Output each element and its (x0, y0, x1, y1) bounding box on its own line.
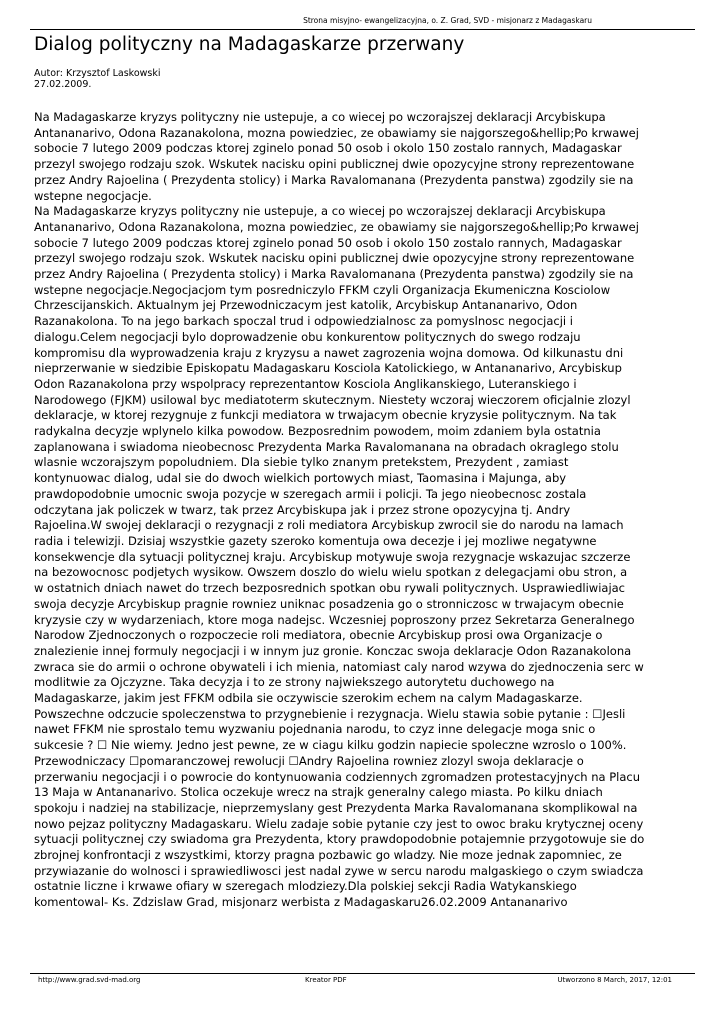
body-line: Narodowego (FJKM) usilowal byc mediatoterm skutecznym. Niestety wczoraj wieczorem oficjalnie zlozyl (34, 392, 631, 407)
article-meta (34, 68, 161, 90)
body-line: prawdopodobnie umocnic swoja pozycje w szeregach armii i policji. Ta jego nieobecnosc zostala (34, 486, 587, 501)
page-footer (0, 970, 725, 990)
body-line: wstepne negocjacje.Negocjacjom tym posredniczylo FFKM czyli Organizacja Ekumeniczna Kosciolow (34, 282, 611, 297)
body-line: Madagaskarze, jakim jest FFKM odbila sie oczywiscie szerokim echem na calym Madagaskarze. (34, 691, 583, 706)
body-line: nawet FFKM nie sprostalo temu wyzwaniu pojednania narodu, to czyz inne delegacje moga snic o (34, 722, 596, 737)
article-date: 27.02.2009. (34, 79, 92, 90)
body-line: przezyl swojego rodzaju szok. Wskutek nacisku opini publicznej dwie opozycyjne strony reprezentowane (34, 251, 635, 266)
body-line: kompromisu dla wyprowadzenia kraju z kryzysu a nawet zagrozenia wojna domowa. Od kilkunastu dni (34, 345, 624, 360)
body-line: 13 Maja w Antananarivo. Stolica oczekuje wrecz na strajk generalny calego miasta. Po kilku dniach (34, 785, 603, 800)
body-line: radia i telewizji. Dzisiaj wszystkie gazety szeroko komentuja owa decezje i jej mozliwe negatywne (34, 533, 597, 548)
body-line: sukcesie ? ☐ Nie wiemy. Jedno jest pewne, ze w ciagu kilku godzin napiecie spoleczne wzroslo o 100%. (34, 738, 627, 753)
article-author: Autor: Krzysztof Laskowski (34, 68, 161, 79)
body-line: deklaracje, w ktorej rezygnuje z funkcji mediatora w trwajacym obecnie kryzysie politycznym. Na tak (34, 408, 617, 423)
body-line: modlitwie za Ojczyzne. Taka decyzja i to ze strony najwiekszego autorytetu duchowego na (34, 675, 555, 690)
page-header (0, 14, 725, 34)
body-line: kryzysie czy w wydarzeniach, ktore moga nadejsc. Wczesniej poproszony przez Sekretarza Generalnego (34, 612, 635, 627)
body-line: komentowal- Ks. Zdzislaw Grad, misjonarz werbista z Madagaskaru26.02.2009 Antananarivo (34, 895, 568, 910)
body-line: przez Andry Rajoelina ( Prezydenta stolicy) i Marka Ravalomanana (Prezydenta panstwa) zgodzily sie na (34, 267, 634, 282)
body-line: odczytana jak policzek w twarz, tak przez Arcybiskupa jak i przez strone opozycyjna tj. Andry (34, 502, 571, 517)
header-site-title: Strona misyjno- ewangelizacyjna, o. Z. Grad, SVD - misjonarz z Madagaskaru (303, 16, 592, 25)
footer-created: Utworzono 8 March, 2017, 12:01 (557, 976, 672, 984)
footer-divider (30, 973, 695, 974)
body-line: wstepne negocjacje. (34, 188, 152, 203)
body-line: kontynuowac dialog, udal sie do dwoch wielkich portowych miast, Taomasina i Majunga, aby (34, 471, 567, 486)
body-line: swoja decyzje Arcybiskup pragnie rowniez uniknac posadzenia go o stronniczosc w trwajacym obecnie (34, 596, 624, 611)
body-line: sobocie 7 lutego 2009 podczas ktorej zginelo ponad 50 osob i okolo 150 zostalo rannych, Madagaskar (34, 235, 622, 250)
body-line: spokoju i nadziej na stabilizacje, nieprzemyslany gest Prezydenta Marka Ravalomanana skomplikowal na (34, 800, 638, 815)
body-line: nowo pejzaz polityczny Madagaskaru. Wielu zadaje sobie pytanie czy jest to owoc braku krytycznej oceny (34, 816, 644, 831)
body-line: dialogu.Celem negocjacji bylo doprowadzenie obu konkurentow politycznych do swego rodzaju (34, 329, 581, 344)
footer-generator: Kreator PDF (305, 976, 347, 984)
body-line: przerwaniu negocjacji i o powrocie do kontynuowania codziennych zgromadzen protestacyjnych na Placu (34, 769, 641, 784)
body-line: zbrojnej konfrontacji z wszystkimi, ktorzy pragna pozbawic go wladzy. Nie moze jednak zapomniec, ze (34, 848, 622, 863)
body-line: ostatnie liczne i krwawe ofiary w szeregach mlodziezy.Dla polskiej sekcji Radia Watykanskiego (34, 879, 577, 894)
article-body (34, 110, 706, 911)
body-line: przez Andry Rajoelina ( Prezydenta stolicy) i Marka Ravalomanana (Prezydenta panstwa) zgodzily sie na (34, 172, 634, 187)
body-line: znalezienie innej formuly negocjacji i w innym juz gronie. Konczac swoja deklaracje Odon Razanakolona (34, 643, 632, 658)
body-line: Rajoelina.W swojej deklaracji o rezygnacji z roli mediatora Arcybiskup zwrocil sie do narodu na lamach (34, 518, 624, 533)
body-line: Antananarivo, Odona Razanakolona, mozna powiedziec, ze obawiamy sie najgorszego&hellip;Po krwawej (34, 219, 639, 234)
body-line: na bezowocnosc podjetych wysikow. Owszem doszlo do wielu wielu spotkan z delegacjami obu stron, a (34, 565, 628, 580)
body-line: przywiazanie do wolnosci i sprawiedliwosci jest nadal zywe w sercu narodu malgaskiego o czym swiadcza (34, 863, 644, 878)
body-line: Na Madagaskarze kryzys polityczny nie ustepuje, a co wiecej po wczorajszej deklaracji Arcybiskupa (34, 110, 606, 124)
header-divider (30, 29, 695, 30)
body-line: Przewodniczacy ☐pomaranczowej rewolucji ☐Andry Rajoelina rowniez zlozyl swoja deklaracje o (34, 753, 584, 768)
body-line: sytuacji politycznej czy swiadoma gra Prezydenta, ktory prawdopodobnie potajemnie przygotowuje sie do (34, 832, 645, 847)
body-line: konsekwencje dla sytuacji politycznej kraju. Arcybiskup motywuje swoja rezygnacje wskazujac szczerze (34, 549, 631, 564)
body-line: Razanakolona. To na jego barkach spoczal trud i odpowiedzialnosc za pomyslnosc negocjacji i (34, 314, 573, 329)
body-line: Narodow Zjednoczonych o rozpoczecie roli mediatora, obecnie Arcybiskup prosi owa Organizacje o (34, 628, 603, 643)
body-line: sobocie 7 lutego 2009 podczas ktorej zginelo ponad 50 osob i okolo 150 zostalo rannych, Madagaskar (34, 141, 622, 156)
body-line: Na Madagaskarze kryzys polityczny nie ustepuje, a co wiecej po wczorajszej deklaracji Arcybiskupa (34, 204, 606, 219)
body-line: Odon Razanakolona przy wspolpracy reprezentantow Kosciola Anglikanskiego, Luteranskiego i (34, 376, 577, 391)
body-line: Powszechne odczucie spoleczenstwa to przygnebienie i rezygnacja. Wielu stawia sobie pytanie : ☐Jesli (34, 706, 626, 721)
body-line: radykalna decyzje wplynelo kilka powodow. Bezposrednim powodem, moim zdaniem byla ostatnia (34, 424, 601, 439)
body-line: wlasnie wczorajszym popoludniem. Dla siebie tylko znanym pretekstem, Prezydent , zamiast (34, 455, 569, 470)
body-line: Chrzescijanskich. Aktualnym jej Przewodniczacym jest katolik, Arcybiskup Antananarivo, Odon (34, 298, 578, 313)
body-line: zwraca sie do armii o ochrone obywateli i ich mienia, natomiast caly narod wzywa do zjednoczenia serc w (34, 659, 644, 674)
footer-url: http://www.grad.svd-mad.org (38, 976, 141, 984)
body-line: Antananarivo, Odona Razanakolona, mozna powiedziec, ze obawiamy sie najgorszego&hellip;Po krwawej (34, 125, 639, 140)
body-line: przezyl swojego rodzaju szok. Wskutek nacisku opini publicznej dwie opozycyjne strony reprezentowane (34, 157, 635, 172)
body-line: zaplanowana i swiadoma nieobecnosc Prezydenta Marka Ravalomanana na obradach okraglego stolu (34, 439, 619, 454)
article-title: Dialog polityczny na Madagaskarze przerwany (34, 34, 465, 55)
body-line: nieprzerwanie w siedzibie Episkopatu Madagaskaru Kosciola Katolickiego, w Antananarivo, Arcybiskup (34, 361, 622, 376)
body-line: w ostatnich dniach nawet do trzech bezposrednich spotkan obu rywali politycznych. Usprawiedliwiajac (34, 581, 626, 596)
